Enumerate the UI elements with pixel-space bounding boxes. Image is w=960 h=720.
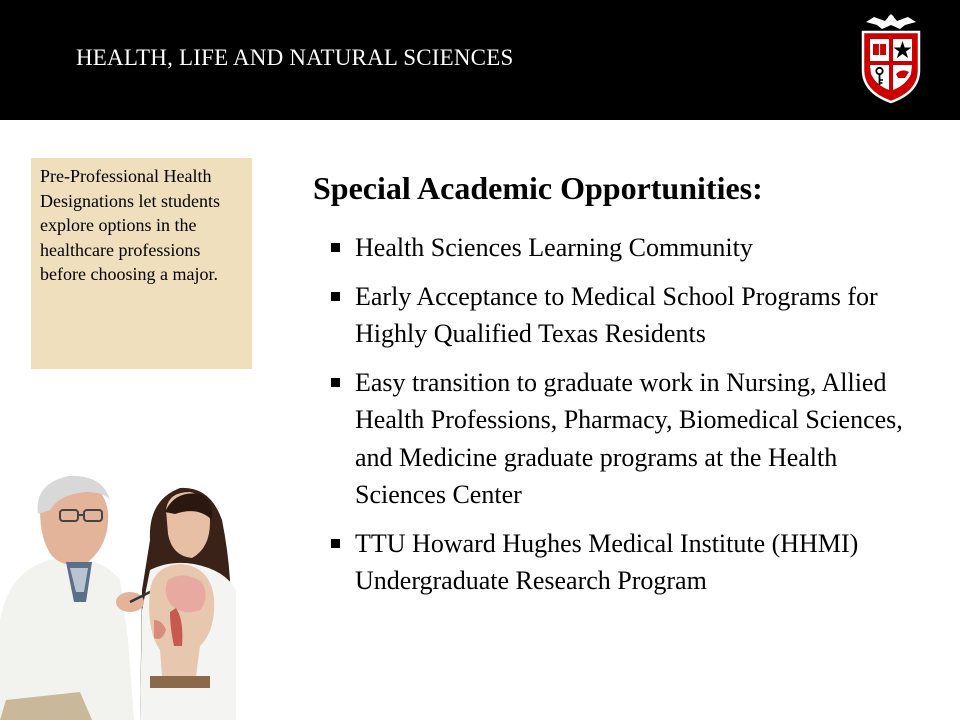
square-bullet-icon bbox=[331, 292, 340, 301]
list-item bbox=[328, 364, 918, 514]
list-item bbox=[328, 525, 918, 600]
doctor-student-anatomy-photo bbox=[0, 470, 236, 720]
header-title: HEALTH, LIFE AND NATURAL SCIENCES bbox=[76, 45, 514, 70]
list-item-text: Easy transition to graduate work in Nursing, Allied Health Professions, Pharmacy, Biomedical Sciences, and Medicine graduate programs at the Health Sciences Center bbox=[355, 367, 903, 509]
list-item-text: Health Sciences Learning Community bbox=[355, 233, 753, 262]
list-item-text: TTU Howard Hughes Medical Institute (HHMI) Undergraduate Research Program bbox=[355, 528, 859, 595]
list-item bbox=[328, 278, 918, 353]
list-item bbox=[328, 229, 918, 267]
page-title: Special Academic Opportunities: bbox=[313, 170, 763, 206]
square-bullet-icon bbox=[331, 378, 340, 387]
opportunities-list bbox=[328, 229, 918, 611]
header-bar bbox=[0, 0, 960, 120]
square-bullet-icon bbox=[331, 539, 340, 548]
pre-professional-callout bbox=[31, 158, 252, 369]
university-crest-icon bbox=[858, 12, 924, 104]
callout-text: Pre-Professional Health Designations let students explore options in the healthcare professions before choosing a major. bbox=[40, 166, 220, 284]
square-bullet-icon bbox=[331, 243, 340, 252]
list-item-text: Early Acceptance to Medical School Programs for Highly Qualified Texas Residents bbox=[355, 281, 878, 348]
